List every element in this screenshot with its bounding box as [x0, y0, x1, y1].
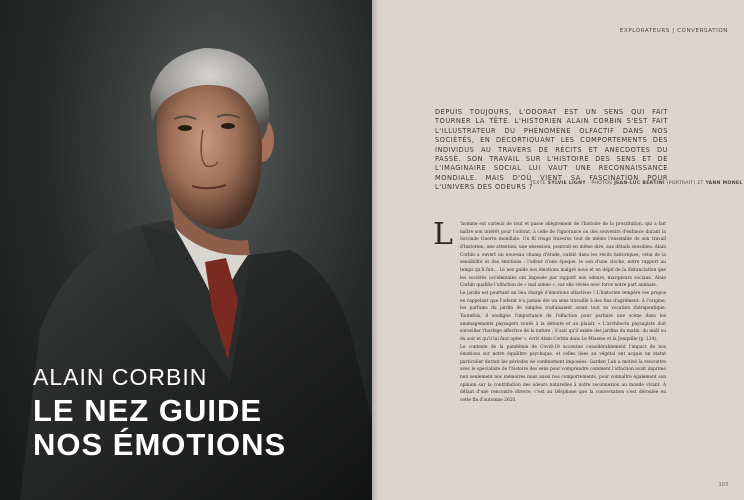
credit-texte-label: TEXTE	[530, 181, 546, 186]
article-body	[433, 217, 666, 405]
credit-portrait-note: (PORTRAIT) ET	[666, 181, 704, 186]
drop-cap: L	[433, 217, 453, 252]
body-paragraph: 'homme est curieux de tout et passe allègrement de l'histoire de la prostitution, qui a fait naître son intérêt pour l'odorat, à celle de l'ignorance ou des souvenirs d'enfance durant la Seconde Guerre mondiale. Un fil rouge traverse tout de même l'ensemble de son travail d'historien, une attention, une obsession, pourrait-on même dire, aux détails sensibles. Alain Corbin a ouvert un nouveau champ d'étude, oublié dans les récits historiques, celui de la sensibilité et des émotions : l'odeur d'une époque, le son d'une cloche, notre rapport au temps qu'il fait… Le nez guide nos émotions malgré nous et en dépit de la distanciation que les sociétés occidentales ont imposée par rapport aux odeurs, marqueurs sociaux. Alain Corbin qualifie l'olfaction de « mal aimée », car elle révèle avec force notre part animale.	[460, 222, 666, 289]
credit-texte-author: SYLVIE LIGNY	[547, 181, 586, 186]
article-title: LE NEZ GUIDE NOS ÉMOTIONS	[33, 393, 287, 462]
body-paragraph: Le jardin est pourtant un lieu chargé d'émotions olfactives ! L'historien tempère ces propos en rappelant que l'odorat n'a jamais été un sens travaillé à des fins d'agrément. À l'origine, les parfums du jardin de simples traduisaient avant tout sa vocation thérapeutique. Toutefois, il souligne l'importance de l'olfaction pour parfaire une scène dans les aménagements paysagers voués à la détente et au plaisir. « L'architecte paysagiste doit surveiller l'horloge affective de la nature ; il sait qu'il existe des jardins du matin, du midi ou du soir et qu'il lui faut opter », écrit Alain Corbin dans Le Miasme et la Jonquille (p. 124).	[460, 290, 666, 342]
article-intro: DEPUIS TOUJOURS, L'ODORAT EST UN SENS QUI FAIT TOURNER LA TÊTE. L'HISTORIEN ALAIN CORBIN S'EST FAIT L'ILLUSTRATEUR DU PHÉNOMÈNE OLFACTIF DANS NOS SOCIÉTÉS, EN DÉCORTIQUANT LES COMPORTEMENTS DES INDIVIDUS AU TRAVERS DE RÉCITS ET ANECDOTES DU PASSÉ. SON TRAVAIL SUR L'HISTOIRE DES SENS ET DE L'IMAGINAIRE SOCIAL LUI VAUT UNE RECONNAISSANCE MONDIALE. MAIS D'OÙ VIENT SA FASCINATION POUR L'UNIVERS DES ODEURS ?	[435, 108, 668, 192]
credit-photos-label: - PHOTOS	[587, 181, 613, 186]
section-kicker: EXPLORATEURS | CONVERSATION	[619, 28, 728, 34]
right-page-article	[372, 0, 744, 500]
article-credits	[530, 181, 743, 186]
credit-photo-author-1: JEAN-LUC BERTINI	[614, 181, 665, 186]
credit-photo-author-2: YANN MONEL	[705, 181, 743, 186]
page-number: 103	[718, 482, 728, 488]
subject-name: ALAIN CORBIN	[33, 364, 208, 390]
portrait-caption	[33, 364, 286, 462]
body-paragraph: Le contexte de la pandémie de Covid-19 accentue considérablement l'impact de nos émotions sur notre équilibre psychique, et celles liées au végétal ont acquis un statut particulier durant les périodes de confinement imposées. Garden_Lab a motivé la rencontre avec le spécialiste de l'histoire des sens pour comprendre comment l'olfaction avait imprimé non seulement nos mémoires mais aussi nos comportements, pour connaître également son opinion sur la contribution des odeurs naturelles à notre reconnexion au monde vivant. À défaut d'une rencontre directe, c'est au téléphone que la conversation s'est déroulée en cette fin d'automne 2020.	[460, 344, 666, 404]
